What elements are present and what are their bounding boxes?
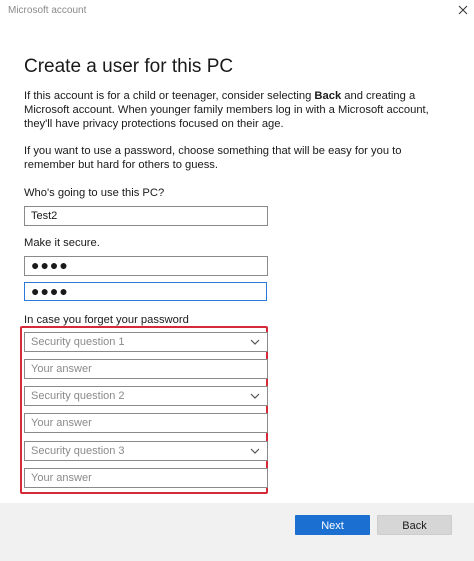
next-button[interactable]: Next	[295, 515, 370, 535]
security-answer-1-input[interactable]	[24, 359, 268, 379]
security-question-2-placeholder: Security question 2	[31, 390, 125, 402]
window-title: Microsoft account	[8, 5, 87, 16]
close-icon	[458, 5, 468, 15]
password-confirm-input[interactable]	[24, 282, 267, 301]
password-value: ●●●●	[31, 257, 69, 273]
chevron-down-icon	[249, 390, 261, 402]
intro-text: If this account is for a child or teenager, consider selecting Back and creating a Microsoft account. When younger family members log in with a Microsoft account, they'll have privacy protections focused on their age.	[24, 90, 429, 130]
password-input[interactable]	[24, 256, 268, 276]
security-question-1-select[interactable]	[24, 332, 268, 352]
page-title: Create a user for this PC	[24, 56, 234, 77]
security-question-3-placeholder: Security question 3	[31, 445, 125, 457]
security-questions-label: In case you forget your password	[24, 314, 189, 326]
password-hint-text: If you want to use a password, choose something that will be easy for you to remember but hard for others to guess.	[24, 145, 402, 171]
security-answer-3-placeholder: Your answer	[31, 472, 92, 484]
chevron-down-icon	[249, 336, 261, 348]
title-bar	[0, 0, 474, 22]
security-answer-3-input[interactable]	[24, 468, 268, 488]
username-input[interactable]	[24, 206, 268, 226]
chevron-down-icon	[249, 445, 261, 457]
password-confirm-value: ●●●●	[31, 283, 69, 299]
security-answer-2-input[interactable]	[24, 413, 268, 433]
security-answer-1-placeholder: Your answer	[31, 363, 92, 375]
security-question-1-placeholder: Security question 1	[31, 336, 125, 348]
security-answer-2-placeholder: Your answer	[31, 417, 92, 429]
back-emphasis: Back	[314, 90, 342, 102]
username-value: Test2	[31, 210, 58, 222]
security-question-3-select[interactable]	[24, 441, 268, 461]
close-button[interactable]	[452, 0, 474, 20]
security-question-2-select[interactable]	[24, 386, 268, 406]
password-label: Make it secure.	[24, 237, 100, 249]
username-label: Who's going to use this PC?	[24, 187, 165, 199]
back-button[interactable]: Back	[377, 515, 452, 535]
